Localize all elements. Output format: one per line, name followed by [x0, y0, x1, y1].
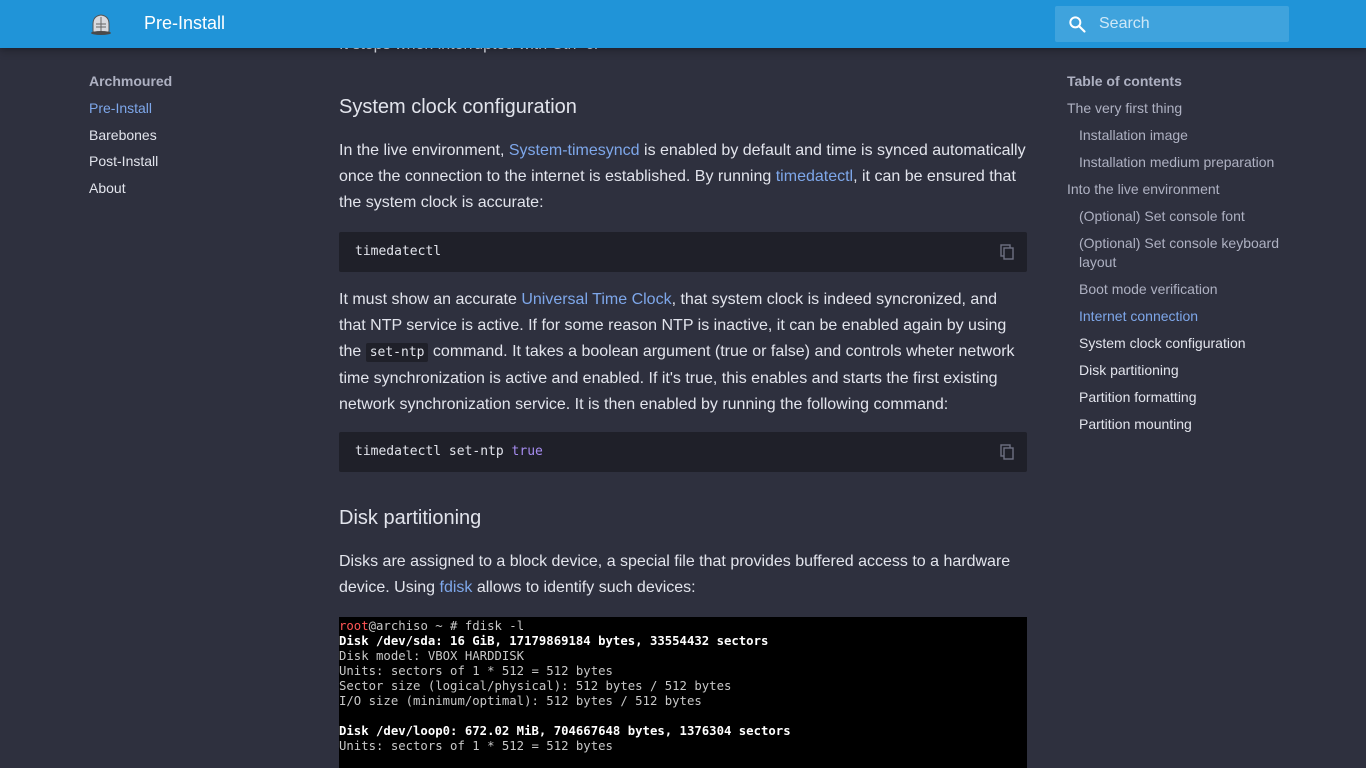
toc-item-system-clock[interactable]: System clock configuration	[1079, 335, 1246, 351]
link-system-timesyncd[interactable]: System-timesyncd	[508, 142, 640, 159]
toc-item-console-font[interactable]: (Optional) Set console font	[1079, 208, 1245, 224]
nav-item-about[interactable]: About	[89, 179, 126, 196]
terminal-screenshot	[339, 617, 1027, 768]
terminal-line: Units: sectors of 1 * 512 = 512 bytes	[339, 739, 613, 753]
site-navigation	[89, 72, 289, 205]
table-of-contents	[1067, 72, 1297, 442]
prompt-user: root	[339, 619, 369, 633]
copy-icon[interactable]	[999, 244, 1015, 260]
inline-code-set-ntp: set-ntp	[366, 343, 429, 362]
paragraph-ntp	[339, 287, 1027, 418]
text: , that system clock is indeed syncronized, and that NTP service is active. If for some reason NTP is inactive, it can be enabled again by using the	[339, 291, 1007, 360]
search-box[interactable]	[1055, 6, 1289, 42]
toc-item-installation-image[interactable]: Installation image	[1079, 127, 1188, 143]
code-block-timedatectl[interactable]	[339, 232, 1027, 272]
text: It must show an accurate	[339, 291, 522, 308]
code-command: timedatectl set-ntp	[355, 444, 512, 459]
nav-item-post-install[interactable]: Post-Install	[89, 153, 159, 170]
archmoured-logo-icon[interactable]	[89, 12, 113, 36]
paragraph-disks	[339, 549, 1027, 601]
toc-item-partition-mounting[interactable]: Partition mounting	[1079, 416, 1192, 432]
prompt-command: @archiso ~ # fdisk -l	[368, 619, 525, 633]
text: allows to identify such devices:	[472, 579, 696, 596]
nav-item-barebones[interactable]: Barebones	[89, 126, 157, 143]
paragraph-timesyncd	[339, 138, 1027, 216]
code-keyword: true	[511, 444, 543, 459]
terminal-line: Units: sectors of 1 * 512 = 512 bytes	[339, 664, 613, 678]
toc-item-very-first-thing[interactable]: The very first thing	[1067, 100, 1183, 116]
copy-icon[interactable]	[999, 444, 1015, 460]
link-fdisk[interactable]: fdisk	[439, 579, 473, 596]
text: Disks are assigned to a block device, a special file that provides buffered access to a hardware device. Using	[339, 553, 1011, 596]
page-title: Pre-Install	[144, 13, 226, 33]
toc-item-live-environment[interactable]: Into the live environment	[1067, 181, 1220, 197]
nav-item-pre-install[interactable]: Pre-Install	[89, 100, 153, 116]
terminal-line: Disk /dev/loop0: 672.02 MiB, 704667648 bytes, 1376304 sectors	[339, 724, 791, 738]
terminal-line: Sector size (logical/physical): 512 bytes / 512 bytes	[339, 679, 732, 693]
terminal-line: Disk /dev/sda: 16 GiB, 17179869184 bytes, 33554432 sectors	[339, 634, 769, 648]
heading-system-clock: System clock configuration	[339, 96, 577, 118]
toc-item-boot-mode[interactable]: Boot mode verification	[1079, 281, 1218, 297]
text: is enabled by default and time is synced automatically once the connection to the internet is established. By running	[339, 142, 1026, 185]
heading-disk-partitioning: Disk partitioning	[339, 507, 482, 529]
text: , it can be ensured that the system clock is accurate:	[339, 168, 1016, 211]
link-timedatectl[interactable]: timedatectl	[775, 168, 854, 185]
search-icon[interactable]	[1067, 14, 1087, 34]
toc-item-keyboard-layout[interactable]: (Optional) Set console keyboard layout	[1079, 235, 1279, 270]
terminal-line: Disk model: VBOX HARDDISK	[339, 649, 525, 663]
search-input[interactable]	[1099, 6, 1279, 42]
code-text: timedatectl	[355, 244, 442, 259]
terminal-line: I/O size (minimum/optimal): 512 bytes / 512 bytes	[339, 694, 702, 708]
toc-title: Table of contents	[1067, 73, 1182, 89]
code-text	[355, 444, 543, 459]
toc-item-internet-connection[interactable]: Internet connection	[1079, 308, 1199, 324]
text: command. It takes a boolean argument (true or false) and controls wheter network time synchronization is active and enabled. If it's true, this enables and starts the first existing network synchronization service. It is then enabled by running the following command:	[339, 343, 1015, 413]
header-bar	[0, 0, 1366, 48]
link-universal-time-clock[interactable]: Universal Time Clock	[521, 291, 672, 308]
toc-item-disk-partitioning[interactable]: Disk partitioning	[1079, 362, 1179, 378]
toc-item-installation-medium[interactable]: Installation medium preparation	[1079, 154, 1275, 170]
code-block-set-ntp[interactable]	[339, 432, 1027, 472]
toc-item-partition-formatting[interactable]: Partition formatting	[1079, 389, 1197, 405]
text: In the live environment,	[339, 142, 509, 159]
site-title: Archmoured	[89, 73, 173, 89]
terminal-output	[339, 617, 1027, 754]
